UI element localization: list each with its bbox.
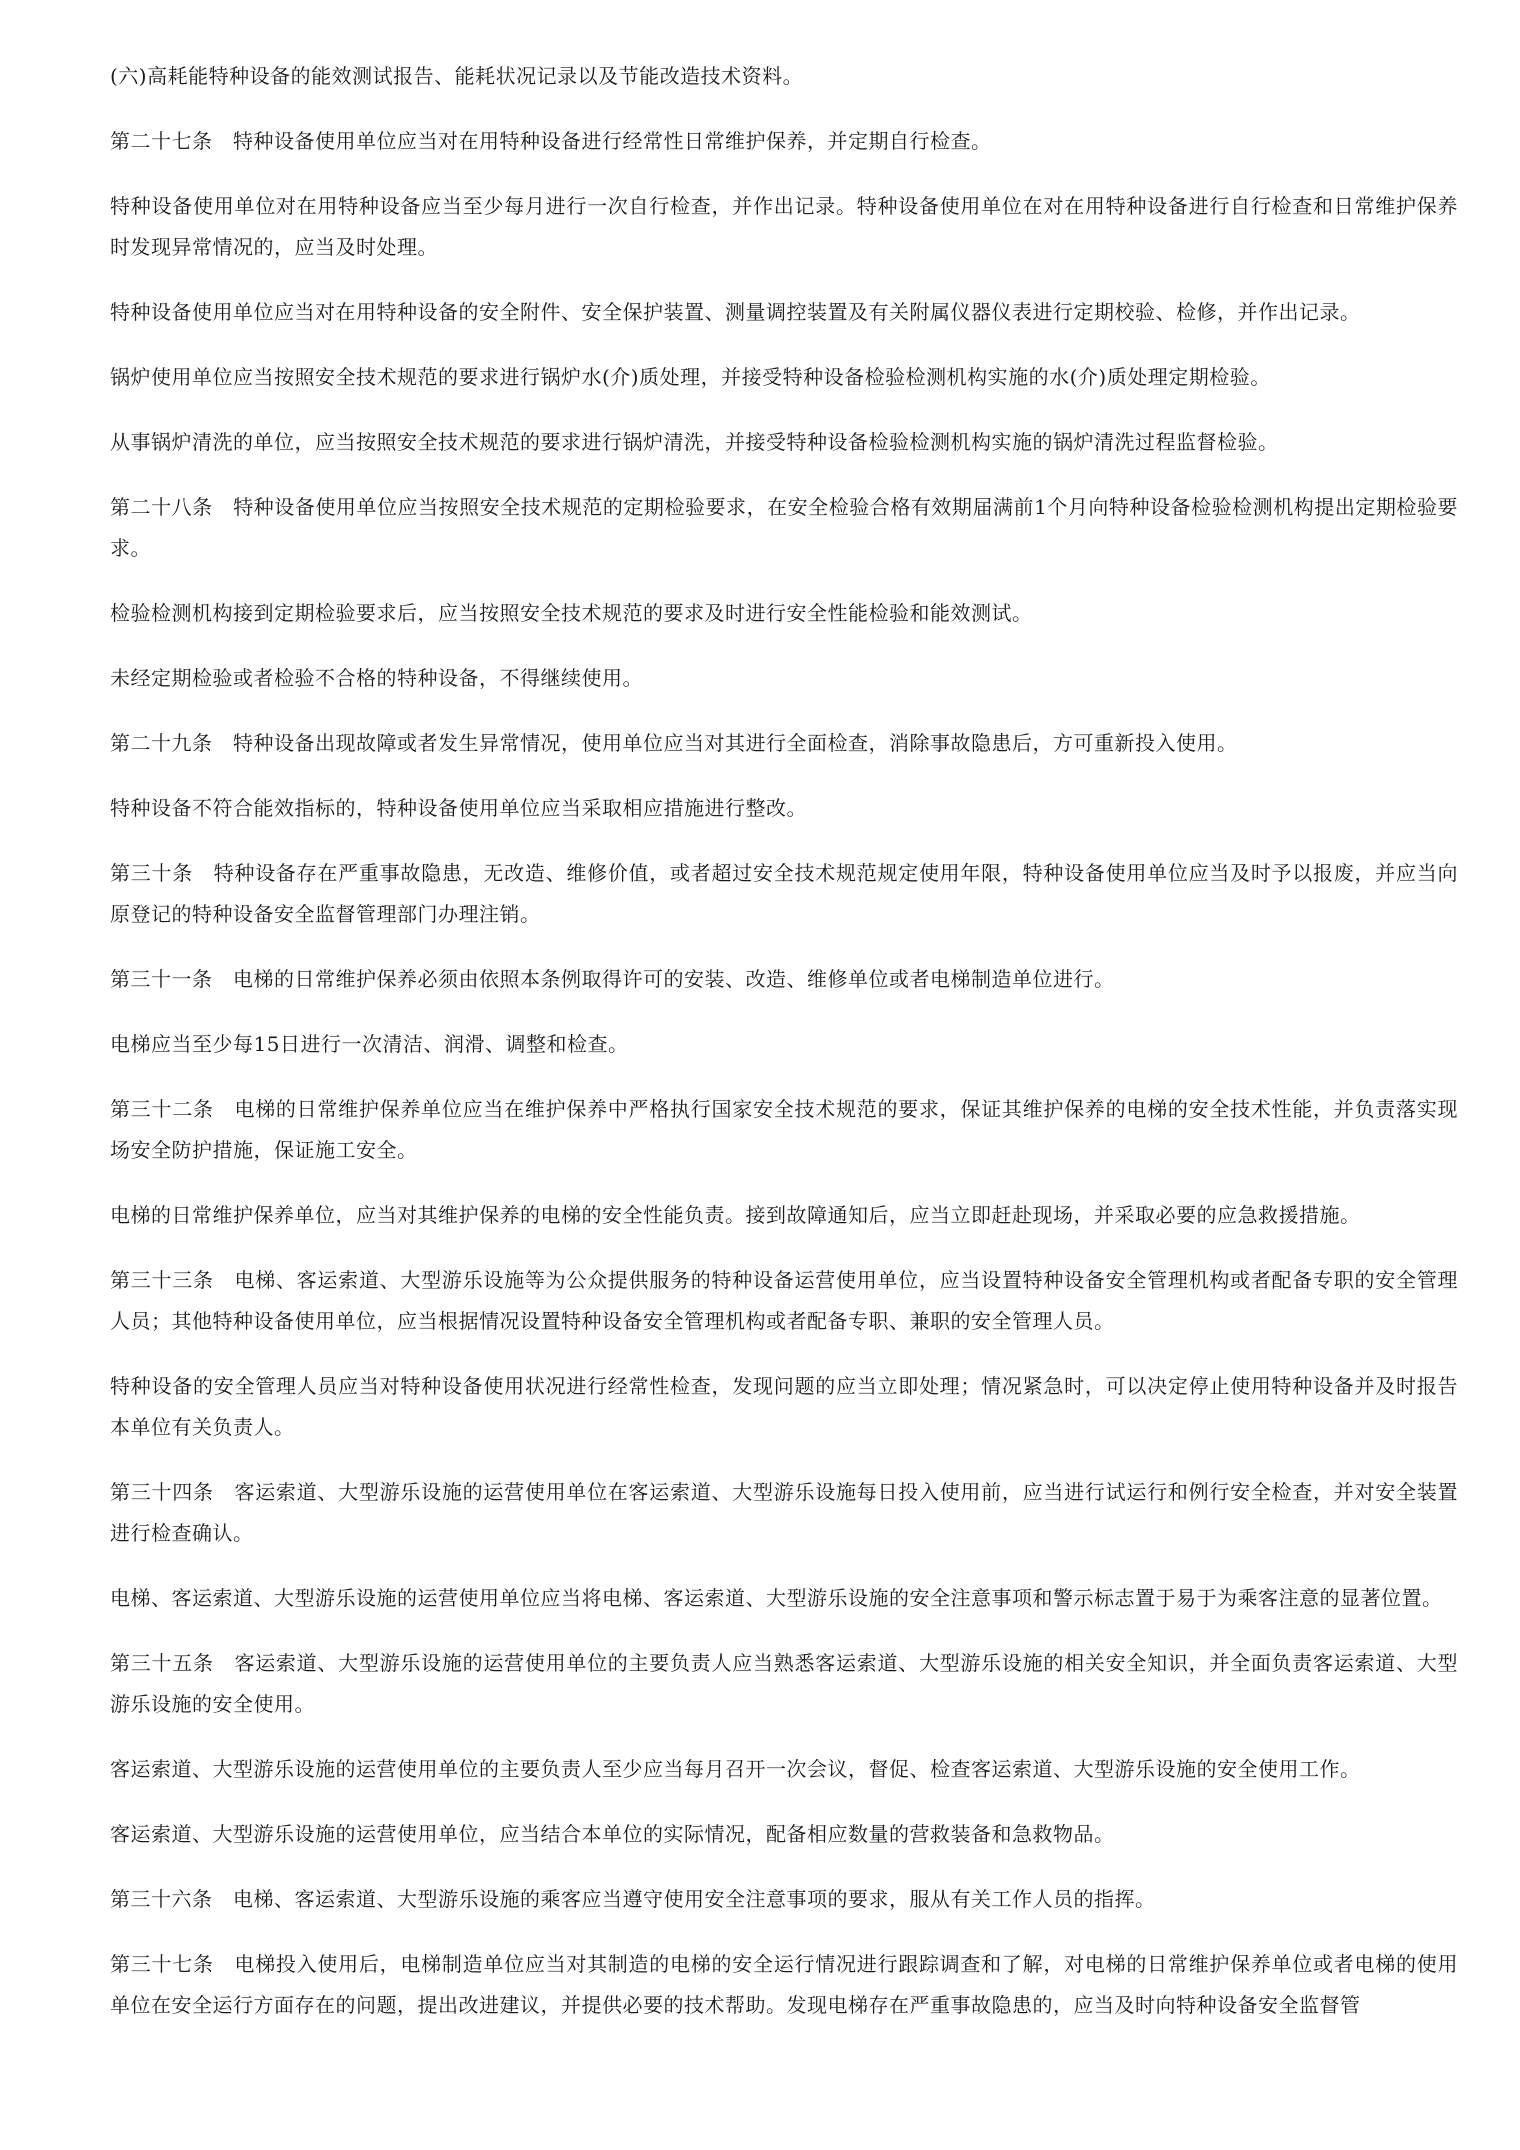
paragraph: 电梯、客运索道、大型游乐设施的运营使用单位应当将电梯、客运索道、大型游乐设施的安全注意事项和警示标志置于易于为乘客注意的显著位置。 — [110, 1586, 1443, 1610]
article-31: 第三十一条 电梯的日常维护保养必须由依照本条例取得许可的安装、改造、维修单位或者电梯制造单位进行。 — [110, 967, 1115, 991]
article-32: 第三十二条 电梯的日常维护保养单位应当在维护保养中严格执行国家安全技术规范的要求，保证其维护保养的电梯的安全技术性能，并负责落实现场安全防护措施，保证施工安全。 — [110, 1097, 1458, 1162]
article-35: 第三十五条 客运索道、大型游乐设施的运营使用单位的主要负责人应当熟悉客运索道、大型游乐设施的相关安全知识，并全面负责客运索道、大型游乐设施的安全使用。 — [110, 1651, 1458, 1716]
paragraph: 客运索道、大型游乐设施的运营使用单位，应当结合本单位的实际情况，配备相应数量的营救装备和急救物品。 — [110, 1822, 1115, 1846]
article-36: 第三十六条 电梯、客运索道、大型游乐设施的乘客应当遵守使用安全注意事项的要求，服从有关工作人员的指挥。 — [110, 1887, 1156, 1911]
paragraph: 特种设备使用单位应当对在用特种设备的安全附件、安全保护装置、测量调控装置及有关附属仪器仪表进行定期校验、检修，并作出记录。 — [110, 300, 1361, 324]
paragraph-item-6: (六)高耗能特种设备的能效测试报告、能耗状况记录以及节能改造技术资料。 — [110, 64, 804, 88]
article-30: 第三十条 特种设备存在严重事故隐患，无改造、维修价值，或者超过安全技术规范规定使用年限，特种设备使用单位应当及时予以报废，并应当向原登记的特种设备安全监督管理部门办理注销。 — [110, 861, 1458, 926]
article-27: 第二十七条 特种设备使用单位应当对在用特种设备进行经常性日常维护保养，并定期自行检查。 — [110, 129, 992, 153]
paragraph: 特种设备不符合能效指标的，特种设备使用单位应当采取相应措施进行整改。 — [110, 796, 807, 820]
article-29: 第二十九条 特种设备出现故障或者发生异常情况，使用单位应当对其进行全面检查，消除事故隐患后，方可重新投入使用。 — [110, 731, 1238, 755]
article-28: 第二十八条 特种设备使用单位应当按照安全技术规范的定期检验要求，在安全检验合格有效期届满前1个月向特种设备检验检测机构提出定期检验要求。 — [110, 495, 1458, 560]
article-33: 第三十三条 电梯、客运索道、大型游乐设施等为公众提供服务的特种设备运营使用单位，应当设置特种设备安全管理机构或者配备专职的安全管理人员；其他特种设备使用单位，应当根据情况设置特种设备安全管理机构或者配备专职、兼职的安全管理人员。 — [110, 1268, 1458, 1333]
paragraph: 电梯的日常维护保养单位，应当对其维护保养的电梯的安全性能负责。接到故障通知后，应当立即赶赴现场，并采取必要的应急救援措施。 — [110, 1203, 1361, 1227]
paragraph: 特种设备使用单位对在用特种设备应当至少每月进行一次自行检查，并作出记录。特种设备使用单位在对在用特种设备进行自行检查和日常维护保养时发现异常情况的，应当及时处理。 — [110, 194, 1458, 259]
paragraph: 电梯应当至少每15日进行一次清洁、润滑、调整和检查。 — [110, 1032, 629, 1056]
paragraph: 锅炉使用单位应当按照安全技术规范的要求进行锅炉水(介)质处理，并接受特种设备检验检测机构实施的水(介)质处理定期检验。 — [110, 365, 1271, 389]
paragraph: 从事锅炉清洗的单位，应当按照安全技术规范的要求进行锅炉清洗，并接受特种设备检验检测机构实施的锅炉清洗过程监督检验。 — [110, 430, 1279, 454]
article-34: 第三十四条 客运索道、大型游乐设施的运营使用单位在客运索道、大型游乐设施每日投入使用前，应当进行试运行和例行安全检查，并对安全装置进行检查确认。 — [110, 1480, 1458, 1545]
paragraph: 检验检测机构接到定期检验要求后，应当按照安全技术规范的要求及时进行安全性能检验和能效测试。 — [110, 601, 1033, 625]
article-37: 第三十七条 电梯投入使用后，电梯制造单位应当对其制造的电梯的安全运行情况进行跟踪调查和了解，对电梯的日常维护保养单位或者电梯的使用单位在安全运行方面存在的问题，提出改进建议，并提供必要的技术帮助。发现电梯存在严重事故隐患的，应当及时向特种设备安全监督管 — [110, 1952, 1458, 2017]
paragraph: 特种设备的安全管理人员应当对特种设备使用状况进行经常性检查，发现问题的应当立即处理；情况紧急时，可以决定停止使用特种设备并及时报告本单位有关负责人。 — [110, 1374, 1458, 1439]
paragraph: 未经定期检验或者检验不合格的特种设备，不得继续使用。 — [110, 666, 643, 690]
paragraph: 客运索道、大型游乐设施的运营使用单位的主要负责人至少应当每月召开一次会议，督促、检查客运索道、大型游乐设施的安全使用工作。 — [110, 1757, 1361, 1781]
